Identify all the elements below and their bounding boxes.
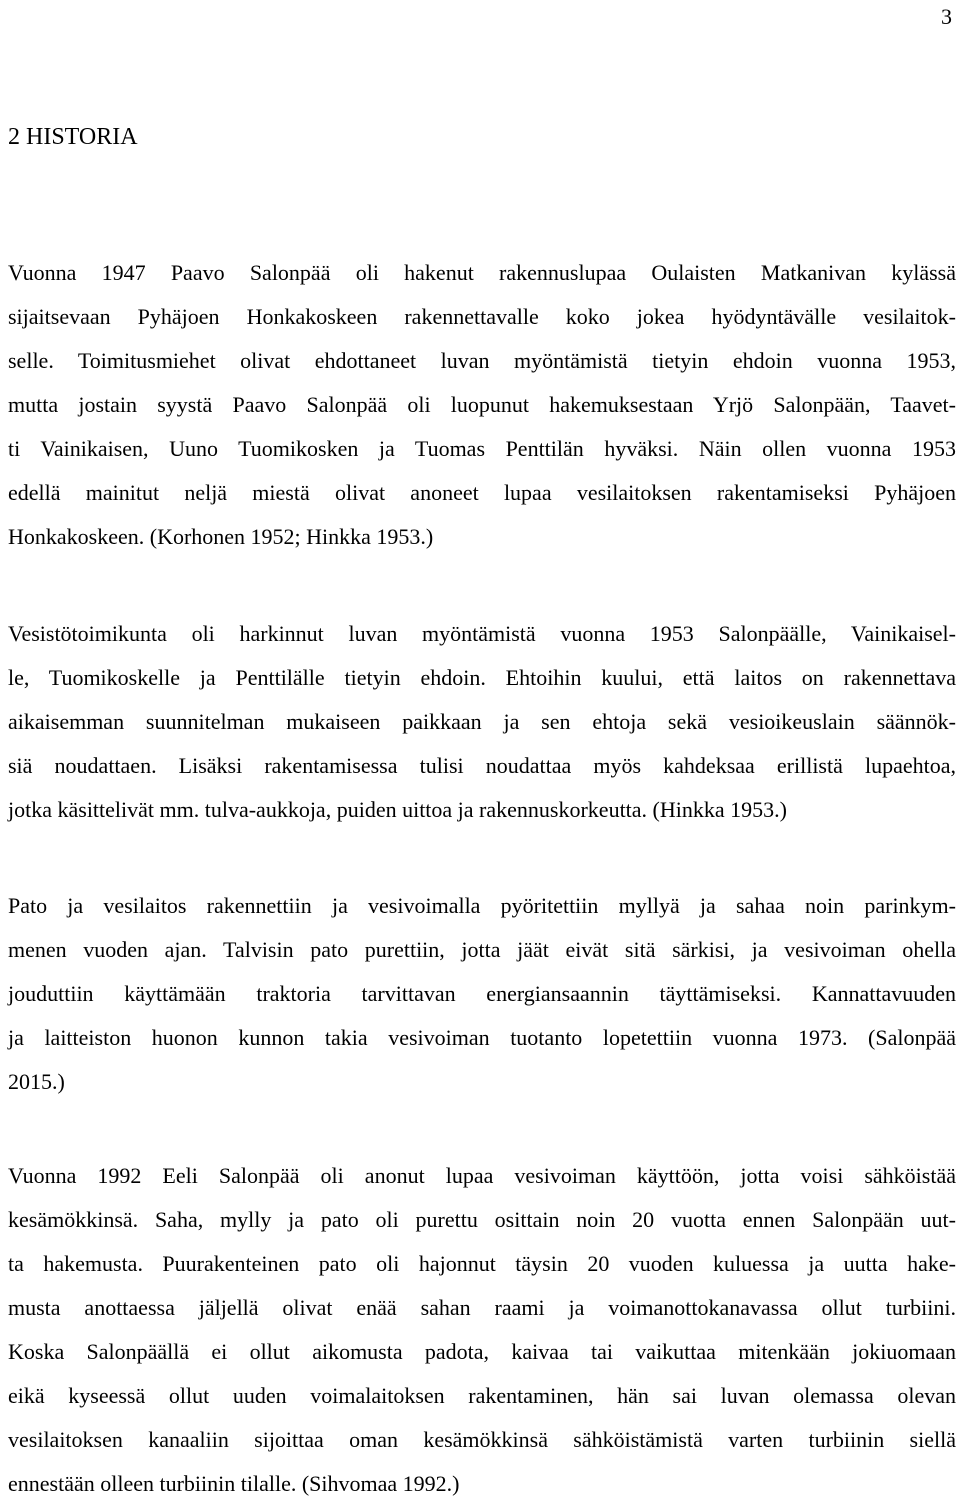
text-line: mutta jostain syystä Paavo Salonpää oli luopunut hakemuksestaan Yrjö Salonpään, Taavet- [8, 392, 956, 417]
text-line: edellä mainitut neljä miestä olivat anoneet lupaa vesilaitoksen rakentamiseksi Pyhäjoen [8, 480, 956, 505]
text-line: ti Vainikaisen, Uuno Tuomikosken ja Tuomas Penttilän hyväksi. Näin ollen vuonna 1953 [8, 436, 956, 461]
paragraph-3 [8, 884, 956, 1104]
text-line: jotka käsittelivät mm. tulva-aukkoja, puiden uittoa ja rakennuskorkeutta. (Hinkka 1953.) [8, 797, 787, 822]
text-line: le, Tuomikoskelle ja Penttilälle tietyin ehdoin. Ehtoihin kuului, että laitos on rakennettava [8, 665, 956, 690]
page-number: 3 [941, 4, 952, 29]
text-line: kesämökkinsä. Saha, mylly ja pato oli purettu osittain noin 20 vuotta ennen Salonpään uut- [8, 1207, 956, 1232]
paragraph-4 [8, 1154, 956, 1506]
text-line: siä noudattaen. Lisäksi rakentamisessa tulisi noudattaa myös kahdeksaa erillistä lupaehtoa, [8, 753, 956, 778]
text-line: Vesistötoimikunta oli harkinnut luvan myöntämistä vuonna 1953 Salonpäälle, Vainikaisel- [8, 621, 956, 646]
text-line: aikaisemman suunnitelman mukaiseen paikkaan ja sen ehtoja sekä vesioikeuslain säännök- [8, 709, 956, 734]
text-line: ta hakemusta. Puurakenteinen pato oli hajonnut täysin 20 vuoden kuluessa ja uutta hake- [8, 1251, 956, 1276]
text-line: musta anottaessa jäljellä olivat enää sahan raami ja voimanottokanavassa ollut turbiini. [8, 1295, 956, 1320]
text-line: Pato ja vesilaitos rakennettiin ja vesivoimalla pyöritettiin myllyä ja sahaa noin parinkym- [8, 893, 956, 918]
text-line: ennestään olleen turbiinin tilalle. (Sihvomaa 1992.) [8, 1471, 460, 1496]
text-line: 2015.) [8, 1069, 65, 1094]
text-line: Vuonna 1947 Paavo Salonpää oli hakenut rakennuslupaa Oulaisten Matkanivan kylässä [8, 260, 956, 285]
text-line: eikä kyseessä ollut uuden voimalaitoksen rakentaminen, hän sai luvan olemassa olevan [8, 1383, 956, 1408]
text-line: Koska Salonpäällä ei ollut aikomusta padota, kaivaa tai vaikuttaa mitenkään jokiuomaan [8, 1339, 956, 1364]
text-line: Vuonna 1992 Eeli Salonpää oli anonut lupaa vesivoiman käyttöön, jotta voisi sähköistää [8, 1163, 956, 1188]
paragraph-1 [8, 251, 956, 559]
text-line: Honkakoskeen. (Korhonen 1952; Hinkka 1953.) [8, 524, 434, 549]
text-line: menen vuoden ajan. Talvisin pato purettiin, jotta jäät eivät sitä särkisi, ja vesivoiman ohella [8, 937, 956, 962]
text-line: sijaitsevaan Pyhäjoen Honkakoskeen rakennettavalle koko jokea hyödyntävälle vesilaitok- [8, 304, 956, 329]
text-line: selle. Toimitusmiehet olivat ehdottaneet luvan myöntämistä tietyin ehdoin vuonna 1953, [8, 348, 956, 373]
section-heading: 2 HISTORIA [8, 124, 138, 150]
paragraph-2 [8, 612, 956, 832]
text-line: ja laitteiston huonon kunnon takia vesivoiman tuotanto lopetettiin vuonna 1973. (Salonpää [8, 1025, 956, 1050]
text-line: vesilaitoksen kanaaliin sijoittaa oman kesämökkinsä sähköistämistä varten turbiinin siellä [8, 1427, 956, 1452]
text-line: jouduttiin käyttämään traktoria tarvittavan energiansaannin täyttämiseksi. Kannattavuuden [8, 981, 956, 1006]
